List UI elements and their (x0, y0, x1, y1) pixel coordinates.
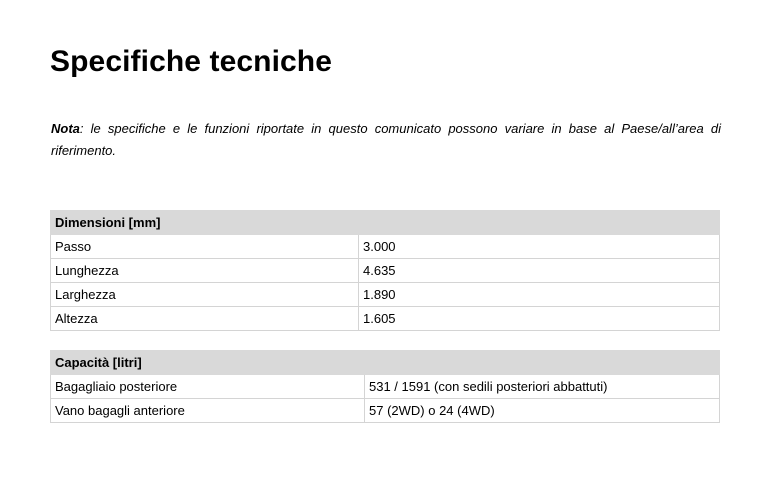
table-row (51, 399, 720, 423)
table-row (51, 283, 720, 307)
row-label: Bagagliaio posteriore (51, 375, 365, 399)
row-label: Altezza (51, 307, 359, 331)
table-row (51, 235, 720, 259)
row-label: Vano bagagli anteriore (51, 399, 365, 423)
table-header-row (51, 351, 720, 375)
row-value: 1.605 (359, 307, 720, 331)
row-value: 1.890 (359, 283, 720, 307)
table-row (51, 375, 720, 399)
note-text: : le specifiche e le funzioni riportate in questo comunicato possono variare in base al Paese/all’area di riferimento. (51, 121, 721, 158)
capacity-table (50, 350, 720, 423)
row-value: 3.000 (359, 235, 720, 259)
row-value: 57 (2WD) o 24 (4WD) (365, 399, 720, 423)
table-header-row (51, 211, 720, 235)
table-row (51, 259, 720, 283)
row-label: Lunghezza (51, 259, 359, 283)
note-label: Nota (51, 121, 80, 136)
note-paragraph (51, 118, 721, 162)
row-value: 4.635 (359, 259, 720, 283)
row-label: Passo (51, 235, 359, 259)
row-label: Larghezza (51, 283, 359, 307)
row-value: 531 / 1591 (con sedili posteriori abbattuti) (365, 375, 720, 399)
dimensions-table (50, 210, 720, 331)
capacity-header: Capacità [litri] (51, 351, 720, 375)
table-row (51, 307, 720, 331)
dimensions-header: Dimensioni [mm] (51, 211, 720, 235)
page-title: Specifiche tecniche (50, 45, 333, 78)
